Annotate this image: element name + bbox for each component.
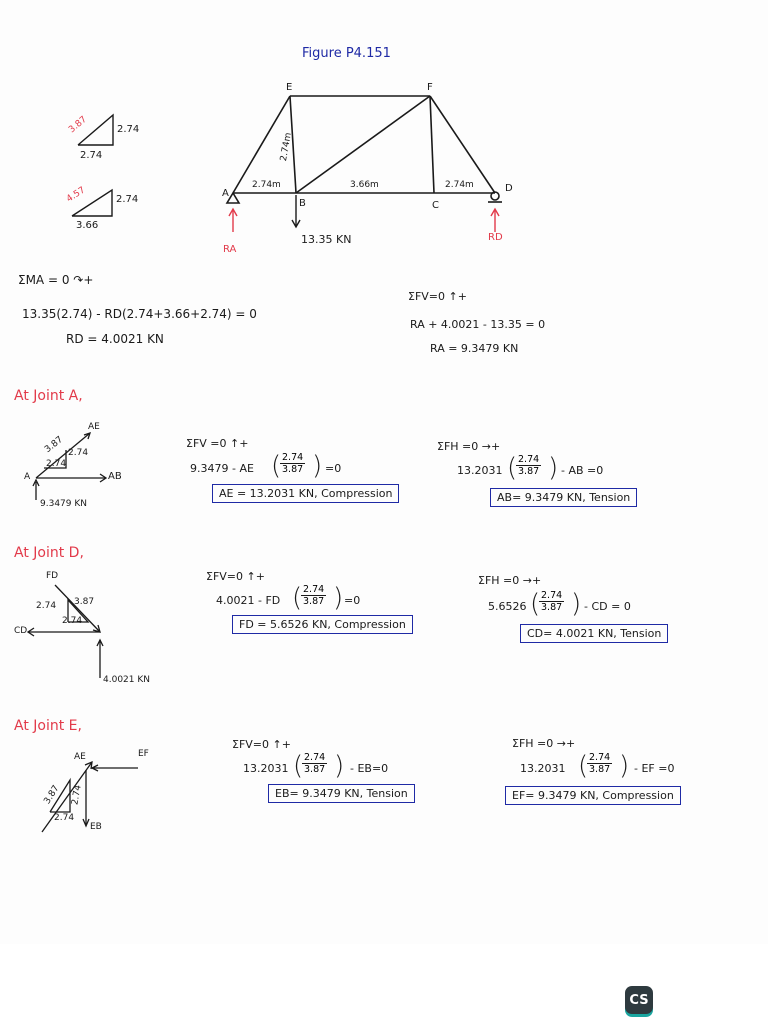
joint-a-fbd-vert: 2.74 (68, 448, 89, 458)
node-label-e: E (286, 82, 293, 93)
joint-e-fh-fraction: $\frac{2.74}{3.87}$ (589, 752, 611, 775)
joint-e-fh-rhs: - EF =0 (634, 762, 675, 775)
camscanner-logo: CS (625, 986, 653, 1014)
joint-d-fbd-base: 2.74 (62, 616, 83, 626)
joint-d-fh-eq: ΣFH =0 →+ (478, 574, 542, 587)
joint-e-header: At Joint E, (14, 718, 82, 734)
moment-eq: ΣMA = 0 ↷+ (18, 273, 94, 287)
joint-e-fbd-hyp: 3.87 (42, 783, 62, 807)
dim-cd: 2.74m (445, 180, 474, 190)
paren-close: ) (312, 451, 323, 481)
paren-open: ( (271, 451, 282, 481)
joint-e-fbd-ef: EF (138, 749, 149, 759)
joint-e-fv-eq: ΣFV=0 ↑+ (232, 738, 291, 751)
joint-a-fbd (33, 433, 106, 500)
joint-e-fbd-eb: EB (90, 822, 102, 832)
paren-close: ) (334, 751, 345, 781)
joint-a-header: At Joint A, (14, 388, 83, 404)
joint-d-fbd-fd: FD (46, 571, 59, 581)
joint-a-fbd-ab: AB (108, 471, 122, 482)
joint-d-fv-fraction: $\frac{2.74}{3.87}$ (303, 584, 325, 607)
reaction-label-a: RA (223, 244, 237, 255)
paren-open: ( (293, 751, 304, 781)
member-bf (296, 96, 430, 193)
joint-a-fv-rhs: =0 (325, 462, 342, 475)
joint-d-fbd-vert: 2.74 (36, 601, 57, 611)
reaction-arrow-a (229, 209, 237, 232)
joint-a-fbd-hyp: 3.87 (43, 434, 66, 456)
vertical-line2: RA = 9.3479 KN (430, 342, 519, 355)
paren-open: ( (578, 751, 589, 781)
joint-e-fv-result: EB= 9.3479 KN, Tension (268, 784, 415, 803)
joint-e-fh-lhs: 13.2031 (520, 762, 566, 775)
tri2-hyp: 4.57 (64, 185, 88, 205)
joint-d-header: At Joint D, (14, 545, 84, 561)
reaction-label-d: RD (488, 232, 503, 243)
paren-open: ( (292, 583, 303, 613)
joint-d-fbd-rd: 4.0021 KN (103, 675, 150, 685)
joint-a-fbd-ae: AE (88, 422, 100, 432)
joint-d-fbd-hyp: 3.87 (74, 597, 95, 607)
joint-e-fh-result: EF= 9.3479 KN, Compression (505, 786, 681, 805)
dim-height: 2.74m (278, 131, 294, 163)
joint-a-fh-eq: ΣFH =0 →+ (437, 440, 501, 453)
joint-d-fh-rhs: - CD = 0 (584, 600, 631, 613)
paren-close: ) (619, 751, 630, 781)
joint-a-fbd-base: 2.74 (46, 459, 67, 469)
paren-open: ( (507, 453, 518, 483)
dim-bc: 3.66m (350, 180, 379, 190)
member-fd (430, 96, 495, 193)
vertical-line1: RA + 4.0021 - 13.35 = 0 (410, 318, 546, 331)
node-label-b: B (299, 198, 306, 209)
joint-a-fv-lhs: 9.3479 - AE (190, 462, 254, 475)
joint-e-fbd-base: 2.74 (54, 813, 75, 823)
paren-open: ( (530, 589, 541, 619)
joint-a-fh-rhs: - AB =0 (561, 464, 604, 477)
load-label: 13.35 KN (301, 233, 352, 246)
moment-line2: RD = 4.0021 KN (66, 332, 164, 346)
joint-e-fv-lhs: 13.2031 (243, 762, 289, 775)
joint-d-fv-result: FD = 5.6526 KN, Compression (232, 615, 413, 634)
joint-a-fh-fraction: $\frac{2.74}{3.87}$ (518, 454, 540, 477)
paren-close: ) (333, 583, 344, 613)
joint-d-fh-lhs: 5.6526 (488, 600, 527, 613)
paren-close: ) (571, 589, 582, 619)
tri1-base: 2.74 (80, 150, 103, 161)
reaction-arrow-d (491, 209, 499, 232)
joint-e-fh-eq: ΣFH =0 →+ (512, 737, 576, 750)
tri2-base: 3.66 (76, 220, 99, 231)
joint-a-fv-result: AE = 13.2031 KN, Compression (212, 484, 399, 503)
joint-e-fv-fraction: $\frac{2.74}{3.87}$ (304, 752, 326, 775)
member-fc (430, 96, 434, 193)
joint-d-fv-rhs: =0 (344, 594, 361, 607)
joint-a-fv-eq: ΣFV =0 ↑+ (186, 437, 249, 450)
tri1-hyp: 3.87 (67, 114, 89, 136)
paren-close: ) (548, 453, 559, 483)
dim-ab: 2.74m (252, 180, 281, 190)
joint-e-fv-rhs: - EB=0 (350, 762, 389, 775)
joint-a-fbd-ra: 9.3479 KN (40, 499, 87, 509)
joint-a-fv-fraction: $\frac{2.74}{3.87}$ (282, 452, 304, 475)
node-label-f: F (427, 82, 433, 93)
node-label-c: C (432, 200, 439, 211)
tri2-vert: 2.74 (116, 194, 139, 205)
joint-d-fv-lhs: 4.0021 - FD (216, 594, 281, 607)
node-label-a: A (222, 188, 229, 199)
joint-e-fbd-vert: 2.74 (70, 784, 84, 806)
joint-d-fbd-cd: CD (14, 626, 28, 636)
joint-a-fh-result: AB= 9.3479 KN, Tension (490, 488, 637, 507)
joint-e-fbd-ae: AE (74, 752, 86, 762)
joint-d-fv-eq: ΣFV=0 ↑+ (206, 570, 265, 583)
tri1-vert: 2.74 (117, 124, 140, 135)
moment-line1: 13.35(2.74) - RD(2.74+3.66+2.74) = 0 (22, 307, 257, 321)
joint-d-fh-fraction: $\frac{2.74}{3.87}$ (541, 590, 563, 613)
vertical-eq: ΣFV=0 ↑+ (408, 290, 467, 303)
joint-a-fbd-a: A (24, 472, 31, 482)
node-label-d: D (505, 183, 513, 194)
figure-title: Figure P4.151 (302, 46, 391, 61)
joint-a-fh-lhs: 13.2031 (457, 464, 503, 477)
joint-d-fh-result: CD= 4.0021 KN, Tension (520, 624, 668, 643)
